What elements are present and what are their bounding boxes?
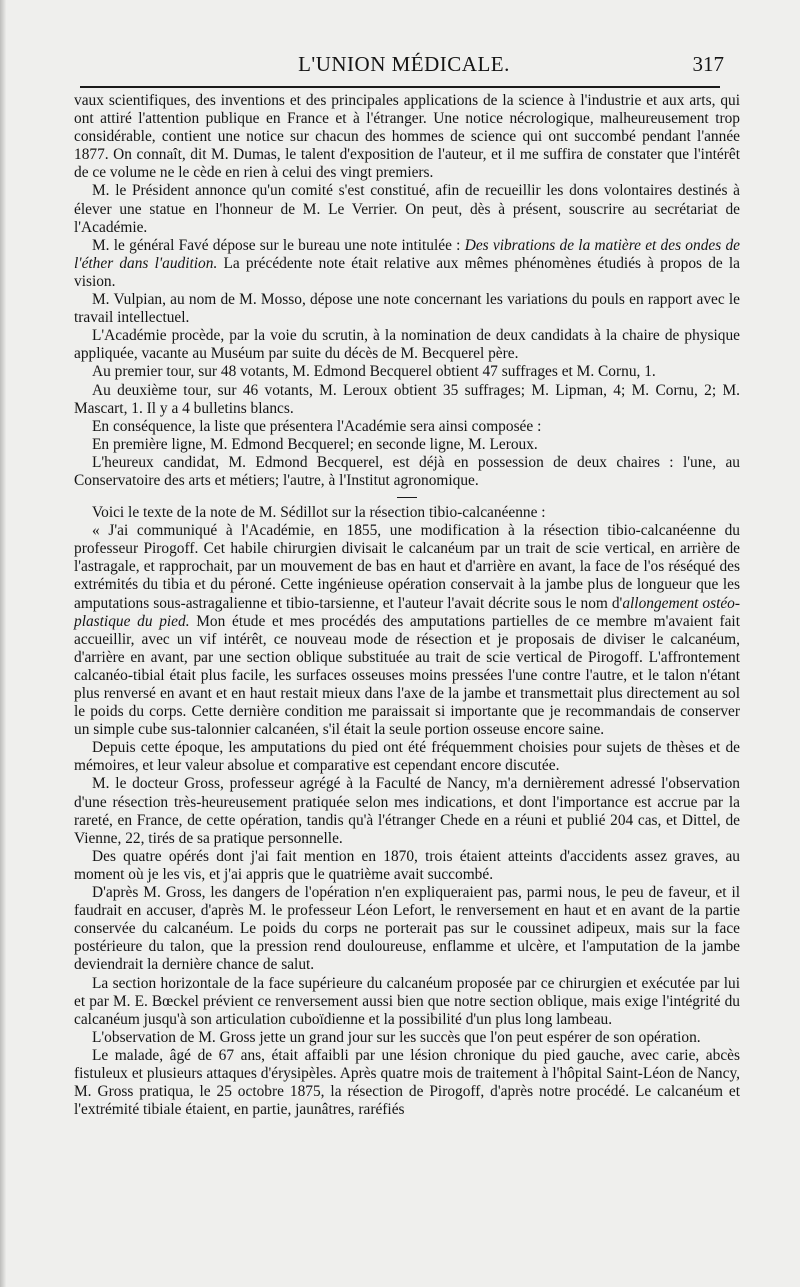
text-run: La précédente note était relative aux mêmes phénomènes étudiés à propos de la vision. bbox=[74, 254, 740, 290]
paragraph: En première ligne, M. Edmond Becquerel; en seconde ligne, M. Leroux. bbox=[92, 435, 538, 453]
note-title-italic: Des vibrations de la matière et des ondes de l'éther dans l'audition. bbox=[74, 236, 740, 272]
paragraph: vaux scientifiques, des inventions et des principales applications de la science à l'industrie et aux arts, qui ont attiré l'attention publique en France et à l'étranger. Une notice nécrologique, malheureusement trop considérable, contient une notice sur chacun des hommes de science qui ont succombé pendant l'année 1877. On connaît, dit M. Dumas, le talent d'exposition de l'auteur, et il me suffira de constater que l'intérêt de ce volume ne le cède en rien à celui des vingt premiers. bbox=[74, 92, 740, 182]
paragraph: Voici le texte de la note de M. Sédillot sur la résection tibio-calcanéenne : bbox=[92, 504, 546, 522]
paragraph: La section horizontale de la face supérieure du calcanéum proposée par ce chirurgien et exécutée par lui et par M. E. Bœckel prévient ce renversement aussi bien que notre section oblique, mais exige l'intégrité du calcanéum jusqu'à son articulation cuboïdienne et la possibilité d'un plus long lambeau. bbox=[74, 974, 740, 1028]
page-number: 317 bbox=[692, 52, 724, 76]
paragraph: Le malade, âgé de 67 ans, était affaibli par une lésion chronique du pied gauche, avec carie, abcès fistuleux et plusieurs attaques d'érysipèles. Après quatre mois de traitement à l'hôpital Saint-Léon de Nancy, M. Gross pratiqua, le 25 octobre 1875, la résection de Pirogoff, d'après notre procédé. Le calcanéum et l'extrémité tibiale étaient, en partie, jaunâtres, raréfiés bbox=[74, 1046, 740, 1119]
paragraph: M. Vulpian, au nom de M. Mosso, dépose une note concernant les variations du pouls en rapport avec le travail intellectuel. bbox=[74, 291, 740, 327]
text-run: Mon étude et mes procédés des amputations partielles de ce membre m'avaient fait accueillir, avec un vif intérêt, ce nouveau mode de résection et je proposais de diviser le calcanéum, d'arrière en avant, par une section oblique substituée au trait de scie vertical de Pirogoff. L'affrontement calcanéo-tibial était plus facile, les surfaces osseuses moins pressées l'une contre l'autre, et le talon n'étant plus renversé en avant et en haut restait mieux dans l'axe de la jambe et transmettait plus directement au sol le poids du corps. Cette dernière condition me paraissait si importante que je recommandais de conserver un simple cube sus-talonnier calcanéen, s'il était la seule portion osseuse encore saine. bbox=[74, 612, 740, 739]
text-run: M. le général Favé dépose sur le bureau une note intitulée : bbox=[92, 236, 465, 254]
paragraph: M. le Président annonce qu'un comité s'est constitué, afin de recueillir les dons volontaires destinés à élever une statue en l'honneur de M. Le Verrier. On peut, dès à présent, souscrire au secrétariat de l'Académie. bbox=[74, 182, 740, 236]
paragraph bbox=[74, 522, 740, 739]
paragraph: Au deuxième tour, sur 46 votants, M. Leroux obtient 35 suffrages; M. Lipman, 4; M. Cornu, 2; M. Mascart, 1. Il y a 4 bulletins blancs. bbox=[74, 381, 740, 417]
paragraph: Au premier tour, sur 48 votants, M. Edmond Becquerel obtient 47 suffrages et M. Cornu, 1. bbox=[92, 363, 656, 381]
paragraph bbox=[74, 237, 740, 291]
section-separator bbox=[397, 497, 417, 498]
paragraph: D'après M. Gross, les dangers de l'opération n'en expliqueraient pas, parmi nous, le peu de faveur, et il faudrait en accuser, d'après M. le professeur Léon Lefort, le renversement en haut et en avant de la partie conservée du calcanéum. Le poids du corps ne porterait pas sur le coussinet adipeux, mais sur la face postérieure du talon, que la pression rend douloureuse, enflamme et ulcère, et l'amputation de la jambe deviendrait la dernière chance de salut. bbox=[74, 884, 740, 974]
paragraph: En conséquence, la liste que présentera l'Académie sera ainsi composée : bbox=[92, 417, 542, 435]
paragraph: L'observation de M. Gross jette un grand jour sur les succès que l'on peut espérer de son opération. bbox=[92, 1028, 701, 1046]
page-header bbox=[74, 52, 734, 78]
paragraph: Des quatre opérés dont j'ai fait mention en 1870, trois étaient atteints d'accidents assez graves, au moment où je les vis, et j'ai appris que le quatrième avait succombé. bbox=[74, 847, 740, 883]
paragraph: L'heureux candidat, M. Edmond Becquerel, est déjà en possession de deux chaires : l'une, au Conservatoire des arts et métiers; l'autre, à l'Institut agronomique. bbox=[74, 453, 740, 489]
page-edge-shadow bbox=[0, 0, 6, 1287]
running-title: L'UNION MÉDICALE. bbox=[298, 52, 510, 76]
text-run: « J'ai communiqué à l'Académie, en 1855, une modification à la résection tibio-calcanéenne du professeur Pirogoff. Cet habile chirurgien divisait le calcanéum par un trait de scie vertical, en arrière de l'astragale, et rapprochait, par un mouvement de bas en haut et d'arrière en avant, la face de l'os réséqué des extrémités du tibia et du péroné. Cette ingénieuse opération conservait à la jambe plus de longueur que les amputations sous-astragalienne et tibio-tarsienne, et l'auteur l'avait décrite sous le nom d' bbox=[74, 522, 740, 612]
body-text bbox=[74, 92, 740, 1119]
paragraph: Depuis cette époque, les amputations du pied ont été fréquemment choisies pour sujets de thèses et de mémoires, et leur valeur absolue et comparative est cependant encore discutée. bbox=[74, 739, 740, 775]
header-rule bbox=[80, 86, 720, 88]
paragraph: M. le docteur Gross, professeur agrégé à la Faculté de Nancy, m'a dernièrement adressé l'observation d'une résection très-heureusement pratiquée selon mes indications, et dont l'importance est accrue par la rareté, en France, de cette opération, tandis qu'à l'étranger Chede en a réuni et publié 204 cas, et Dittel, de Vienne, 22, tirés de sa pratique personnelle. bbox=[74, 775, 740, 847]
procedure-name-italic: allongement ostéo-plastique du pied. bbox=[74, 594, 741, 630]
paragraph: L'Académie procède, par la voie du scrutin, à la nomination de deux candidats à la chaire de physique appliquée, vacante au Muséum par suite du décès de M. Becquerel père. bbox=[74, 327, 740, 363]
